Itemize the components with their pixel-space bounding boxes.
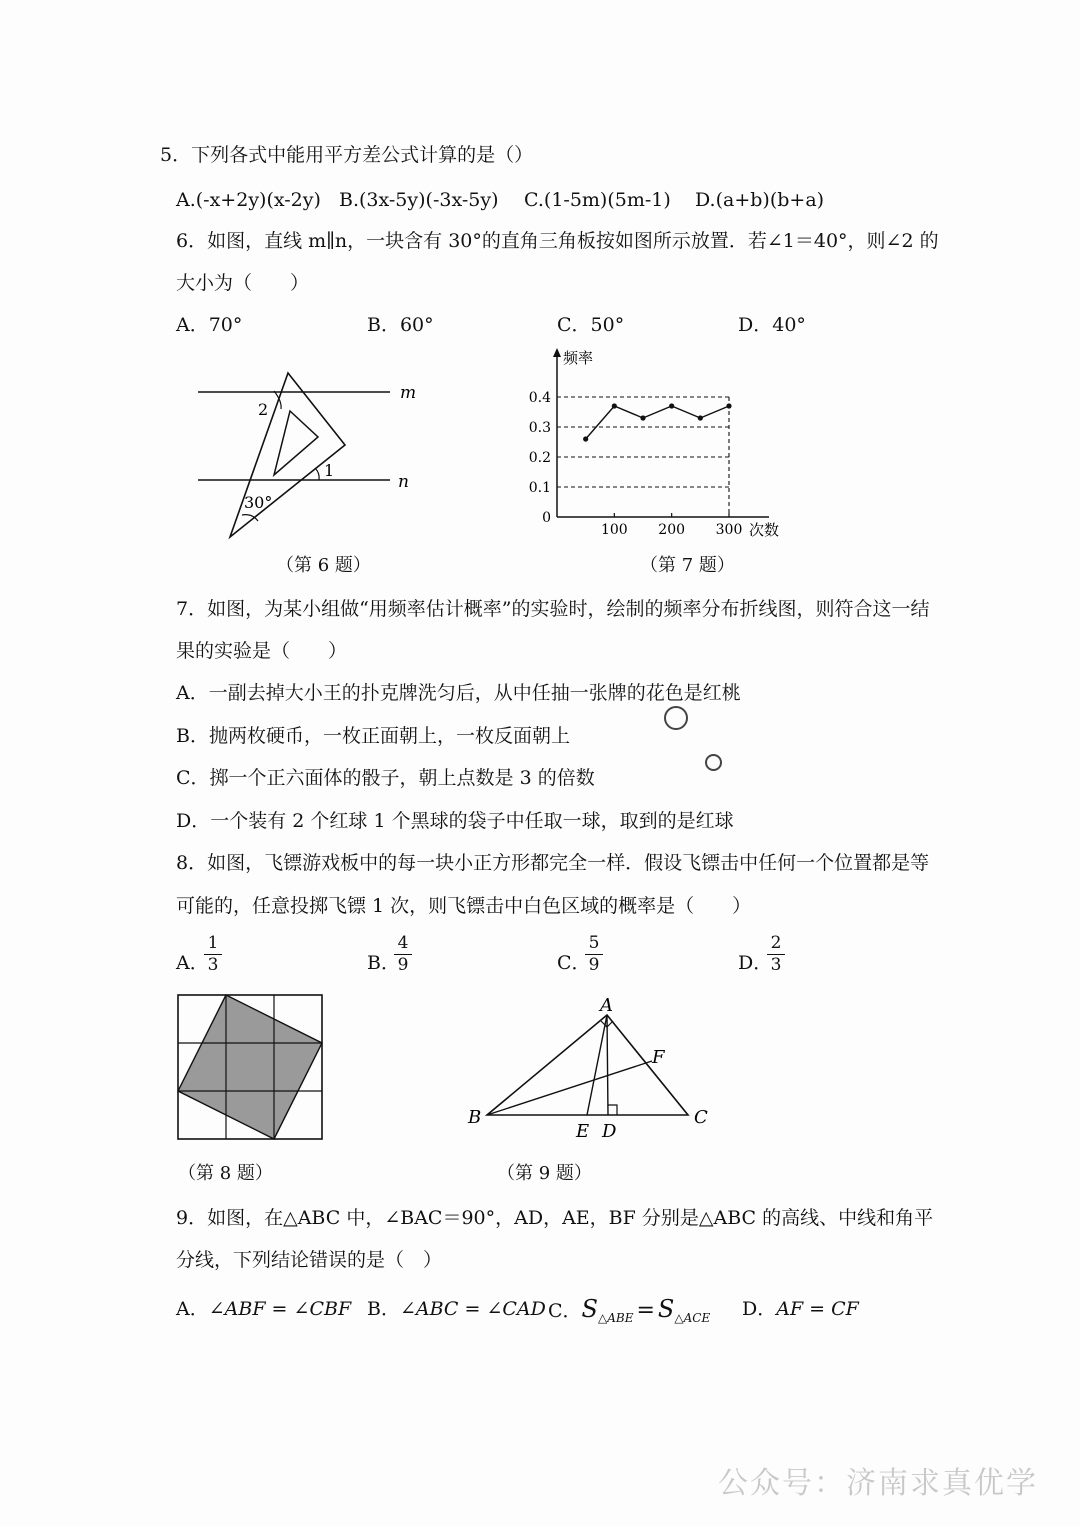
q8-caption: （第 8 题） (178, 1163, 273, 1184)
bisector-bf (487, 1061, 652, 1115)
x-tick-label: 100 (600, 522, 628, 538)
q9-stem-line2: 分线，下列结论错误的是（ ） (176, 1249, 443, 1271)
q9-option-d-label: D． (742, 1298, 777, 1320)
q5-stem: 5．下列各式中能用平方差公式计算的是（） (160, 144, 534, 166)
y-tick-label: 0.1 (528, 480, 551, 496)
q8-option-d-fraction: 2 3 (767, 935, 785, 974)
data-point (640, 415, 645, 420)
label-angle-30: 30° (244, 493, 273, 512)
q9-option-d (742, 1300, 859, 1319)
q7-stem-line2: 果的实验是（ ） (176, 640, 348, 662)
q8-dartboard-figure (177, 994, 323, 1140)
label-e: E (576, 1121, 590, 1142)
q5-option-b: B.(3x-5y)(-3x-5y) (339, 189, 499, 211)
shaded-quadrilateral (178, 995, 322, 1139)
q9-option-b (367, 1300, 546, 1319)
q8-option-d-label: D． (738, 952, 773, 974)
label-a: A (600, 995, 613, 1016)
q9-option-c-sub1: △ABE (598, 1310, 634, 1325)
label-c: C (694, 1107, 708, 1128)
q6-option-d: D．40° (738, 314, 806, 336)
label-angle-1: 1 (324, 461, 335, 480)
q6-option-a: A．70° (176, 314, 243, 336)
y-axis-label: 频率 (563, 349, 594, 367)
q9-option-c-s2: S (657, 1295, 675, 1323)
q8-stem-line1: 8．如图，飞镖游戏板中的每一块小正方形都完全一样．假设飞镖击中任何一个位置都是等 (176, 852, 930, 874)
q8-option-c-label: C． (557, 952, 591, 974)
q9-option-b-text: ∠ABC = ∠CAD (399, 1298, 546, 1320)
q9-option-b-label: B． (367, 1298, 400, 1320)
label-d: D (602, 1121, 617, 1142)
q9-option-a-text: ∠ABF = ∠CBF (208, 1298, 352, 1320)
y-tick-label: 0.2 (528, 450, 551, 466)
q9-option-c-label: C． (548, 1300, 582, 1322)
x-tick-label: 300 (715, 522, 743, 538)
q9-stem-line1: 9．如图，在△ABC 中，∠BAC＝90°，AD，AE，BF 分别是△ABC 的高线、中线和角平 (176, 1207, 934, 1229)
q5-option-c: C.(1-5m)(5m-1) (524, 189, 671, 211)
data-point (669, 403, 674, 408)
q8-option-b-fraction: 4 9 (394, 935, 412, 974)
q7-option-a: A．一副去掉大小王的扑克牌洗匀后，从中任抽一张牌的花色是红桃 (176, 682, 741, 704)
q5-option-d: D.(a+b)(b+a) (695, 189, 825, 211)
label-m: m (400, 383, 417, 403)
y-tick-label: 0.4 (528, 390, 551, 406)
q7-option-d: D．一个装有 2 个红球 1 个黑球的袋子中任取一球，取到的是红球 (176, 810, 734, 832)
q6-option-b: B．60° (367, 314, 434, 336)
q8-option-c-fraction: 5 9 (585, 935, 603, 974)
q9-option-c-s1: S (581, 1295, 598, 1323)
q7-option-b: B．抛两枚硬币，一枚正面朝上，一枚反面朝上 (176, 725, 570, 747)
q6-caption: （第 6 题） (276, 555, 371, 576)
triangle-inner-hole (274, 411, 318, 475)
watermark: 公众号：济南求真优学 (718, 1466, 1038, 1501)
q7-stem-line1: 7．如图，为某小组做“用频率估计概率”的实验时，绘制的频率分布折线图，则符合这一结 (176, 598, 930, 620)
data-point (726, 403, 731, 408)
x-axis-label: 次数 (749, 521, 780, 539)
q9-triangle-figure (462, 995, 722, 1145)
q6-option-c: C．50° (557, 314, 625, 336)
label-b: B (468, 1107, 482, 1128)
q6-figure (190, 365, 430, 545)
q9-caption: （第 9 题） (497, 1163, 592, 1184)
x-tick-label: 200 (658, 522, 686, 538)
q9-option-c-sub2: △ACE (674, 1310, 711, 1325)
angle-arc-1 (315, 468, 319, 480)
scan-blot-circle (664, 706, 688, 730)
q7-option-c: C．掷一个正六面体的骰子，朝上点数是 3 的倍数 (176, 767, 595, 789)
q7-caption: （第 7 题） (640, 555, 735, 576)
y-tick-label: 0 (542, 510, 551, 526)
label-f: F (652, 1047, 665, 1068)
q6-stem-line1: 6．如图，直线 m∥n，一块含有 30°的直角三角板按如图所示放置．若∠1＝40°，则∠2 的 (176, 230, 939, 252)
scan-blot-circle (705, 754, 722, 771)
q8-option-a-fraction: 1 3 (204, 935, 222, 974)
altitude-ad (607, 1015, 608, 1115)
label-angle-2: 2 (258, 400, 269, 419)
label-n: n (398, 472, 409, 492)
q8-option-b-label: B． (367, 952, 400, 974)
q9-option-c (548, 1297, 710, 1324)
q5-option-a: A.(-x+2y)(x-2y) (176, 189, 321, 211)
data-point (583, 436, 588, 441)
q7-chart (525, 345, 795, 545)
series-line (586, 406, 729, 439)
q9-option-d-text: AF = CF (776, 1298, 859, 1320)
q9-option-c-eq: = (636, 1298, 655, 1323)
right-angle-mark-d (608, 1105, 617, 1115)
q8-stem-line2: 可能的，任意投掷飞镖 1 次，则飞镖击中白色区域的概率是（ ） (176, 895, 752, 917)
q9-option-a (176, 1300, 351, 1319)
q8-option-a-label: A． (176, 952, 209, 974)
q9-option-a-label: A． (176, 1298, 209, 1320)
y-axis-arrow (553, 348, 561, 357)
data-point (698, 415, 703, 420)
triangle-board (230, 373, 345, 537)
data-point (612, 403, 617, 408)
y-tick-label: 0.3 (528, 420, 551, 436)
q6-stem-line2: 大小为（ ） (176, 272, 310, 294)
